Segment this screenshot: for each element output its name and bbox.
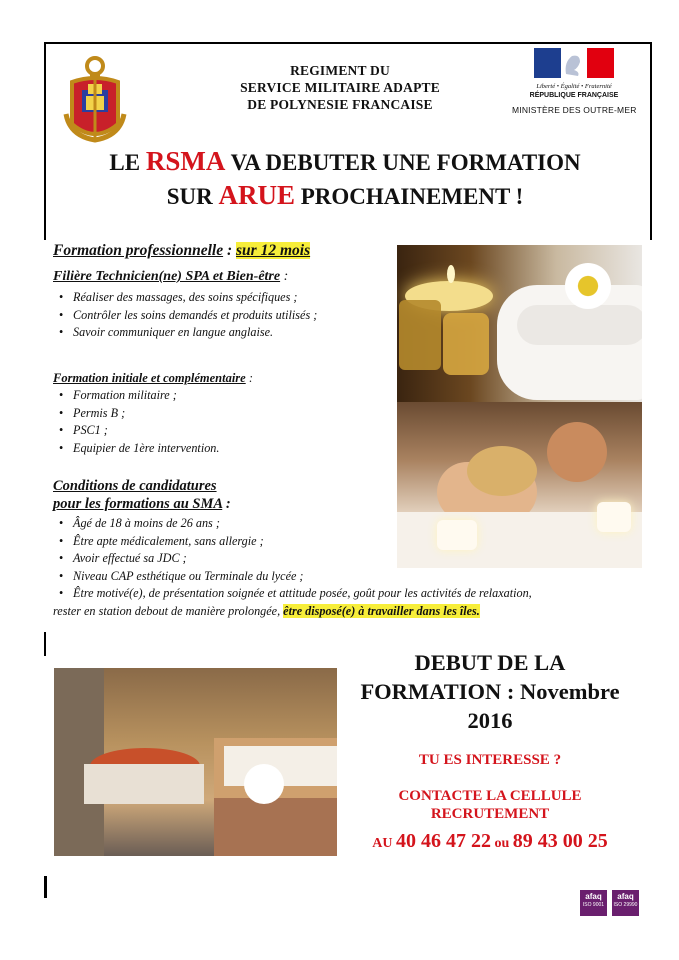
header-frame-top [44,42,652,44]
regiment-line: REGIMENT DU [290,63,390,78]
conditions-heading: pour les formations au SMA [53,496,223,512]
afaq-badge [612,890,639,916]
continuation-text: rester en station debout de manière prolongée, [53,603,284,618]
main-title [60,145,630,213]
frame-marker [44,632,46,656]
skills-list [53,289,398,342]
spa-products-photo [397,245,642,402]
title-text: VA DEBUTER UNE FORMATION [225,150,581,175]
separator: : [245,371,254,385]
title-text: PROCHAINEMENT ! [294,184,524,209]
formation-duration: sur 12 mois [236,242,311,259]
formation-pro-section [53,240,398,342]
badge-label: afaq [617,892,634,901]
list-item: • Equipier de 1ère intervention. [53,440,393,458]
phone-number: 40 46 47 22 [395,830,491,852]
gov-name: RÉPUBLIQUE FRANÇAISE [529,92,619,99]
initiale-list [53,387,393,457]
badge-iso: ISO 9001 [582,902,605,908]
filiere-heading: Filière Technicien(ne) SPA et Bien-être [53,269,281,284]
formation-initiale-section [53,369,393,457]
phone-numbers [334,830,646,853]
regiment-line: DE POLYNESIE FRANCAISE [247,97,433,112]
ministry-logo [512,48,636,115]
list-item: • Niveau CAP esthétique ou Terminale du lycée ; [53,568,653,586]
phone-or: ou [490,836,513,851]
islands-highlight: être disposé(e) à travailler dans les îles. [283,603,480,618]
list-item: • Être apte médicalement, sans allergie ; [53,533,653,551]
formation-initiale-heading: Formation initiale et complémentaire [53,371,246,385]
header-frame-left [44,42,46,240]
frame-marker [44,876,47,898]
separator: : [280,269,289,284]
ministry-name: MINISTÈRE DES OUTRE-MER [512,105,637,115]
header-frame-right [650,42,652,240]
badge-label: afaq [585,892,602,901]
conditions-heading: Conditions de candidatures [53,478,217,494]
debut-line: 2016 [467,708,513,733]
list-item: • Formation militaire ; [53,387,393,405]
title-rsma: RSMA [145,146,226,176]
list-item: • Réaliser des massages, des soins spécifiques ; [53,289,398,307]
gov-motto: Liberté • Égalité • Fraternité [536,83,612,90]
title-arue: ARUE [218,180,295,210]
debut-line: FORMATION : Novembre [360,679,620,704]
list-item: • Savoir communiquer en langue anglaise. [53,324,398,342]
list-item: • Permis B ; [53,405,393,423]
list-item: • PSC1 ; [53,422,393,440]
list-item: • Être motivé(e), de présentation soignée et attitude posée, goût pour les activités de relaxation, [53,585,653,603]
debut-heading [335,648,645,735]
separator: : [223,242,237,259]
question-text: TU ES INTERESSE ? [418,752,562,768]
contact-text [340,787,640,823]
badge-iso: ISO 29990 [613,902,638,908]
list-item: • Contrôler les soins demandés et produits utilisés ; [53,307,398,325]
phone-prefix: AU [372,836,396,851]
separator: : [222,496,231,512]
conditions-continuation [53,603,653,620]
regiment-line: SERVICE MILITAIRE ADAPTE [240,80,440,95]
afaq-badge [580,890,607,916]
massage-photo [397,402,642,568]
phone-number: 89 43 00 25 [512,830,608,852]
contact-line: RECRUTEMENT [430,806,550,822]
list-item: • Avoir effectué sa JDC ; [53,550,653,568]
contact-line: CONTACTE LA CELLULE [398,788,582,804]
regiment-heading [190,62,490,113]
formation-pro-heading: Formation professionnelle [53,242,224,259]
list-item: • Âgé de 18 à moins de 26 ans ; [53,515,653,533]
debut-line: DEBUT DE LA [414,650,566,675]
rsma-anchor-logo [62,54,128,146]
marianne-flag-icon [534,48,614,78]
title-text: LE [109,150,146,175]
spa-room-photo [54,668,337,856]
title-text: SUR [166,184,219,209]
